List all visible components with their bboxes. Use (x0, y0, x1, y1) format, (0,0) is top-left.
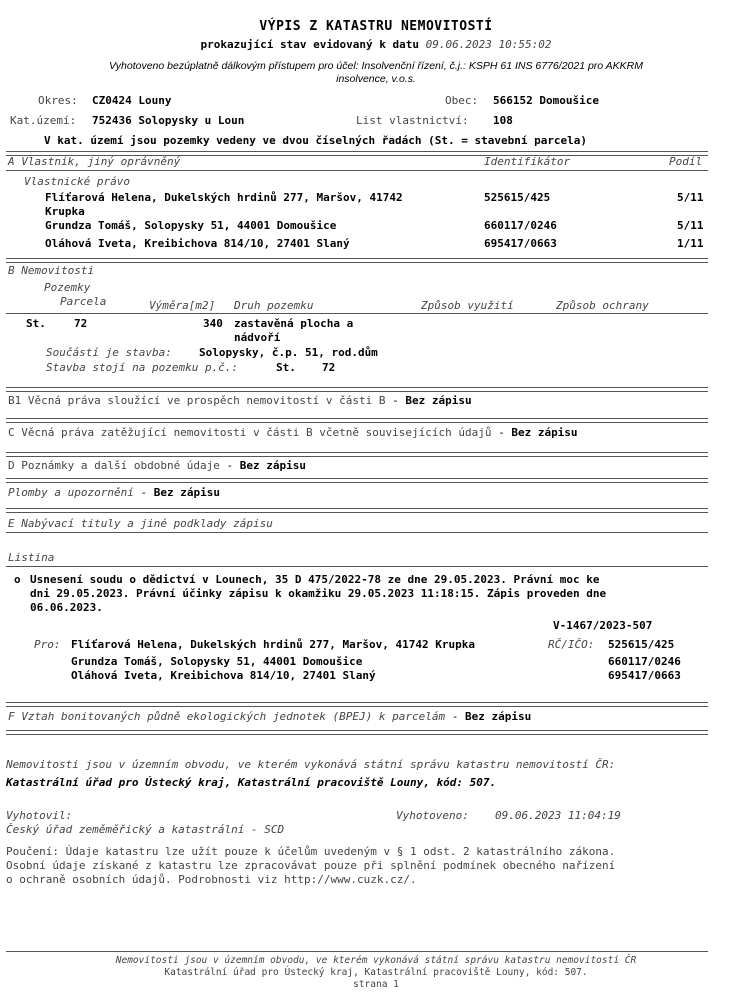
section-f-title: F Vztah bonitovaných půdně ekologických jednotek (BPEJ) k parcelám (8, 710, 446, 723)
plomby: Plomby a upozornění - Bez zápisu (8, 486, 220, 499)
section-b1: B1 Věcná práva sloužící ve prospěch nemovitostí v části B - Bez zápisu (8, 394, 472, 407)
divider (6, 532, 708, 533)
listina-ref: V-1467/2023-507 (553, 619, 653, 632)
divider (6, 951, 708, 952)
parcel-type: zastavěná plocha a (234, 317, 354, 330)
section-b-sub: Pozemky (44, 281, 91, 294)
person-3-name: Oláhová Iveta, Kreibichova 814/10, 27401 Slaný (71, 669, 376, 682)
owner-2-id: 660117/0246 (484, 219, 557, 232)
divider (6, 313, 708, 314)
parcel-prefix: St. (26, 317, 46, 330)
divider (6, 730, 708, 735)
section-b1-value: Bez zápisu (405, 394, 472, 407)
lv-value: 108 (493, 114, 513, 127)
stavba-label: Součástí je stavba: (46, 346, 172, 359)
divider (6, 508, 708, 513)
parcel-number: 72 (74, 317, 88, 330)
vyhotoveno-value: 09.06.2023 11:04:19 (495, 809, 621, 822)
person-2-name: Grundza Tomáš, Solopysky 51, 44001 Domoušice (71, 655, 363, 668)
stoji-prefix: St. (276, 361, 296, 374)
katuzemi-value: 752436 Solopysky u Loun (92, 114, 245, 127)
section-d-value: Bez zápisu (239, 459, 307, 472)
divider (6, 452, 708, 457)
section-b1-title: B1 Věcná práva sloužící ve prospěch nemovitostí v části B (8, 394, 386, 407)
rady-note: V kat. území jsou pozemky vedeny ve dvou číselných řadách (St. = stavební parcela) (44, 134, 588, 147)
okres-label: Okres: (38, 94, 78, 107)
stavba-value: Solopysky, č.p. 51, rod.dům (199, 346, 378, 359)
section-f-value: Bez zápisu (464, 710, 532, 723)
owner-1-share: 5/11 (677, 191, 704, 204)
col-vymera: Výměra[m2] (149, 299, 216, 312)
section-a-col-share: Podíl (669, 155, 703, 168)
page-footer-line2: Katastrální úřad pro Ústecký kraj, Katastrální pracoviště Louny, kód: 507. (164, 967, 588, 978)
col-ochrana: Způsob ochrany (556, 299, 649, 312)
purpose-note-line1: Vyhotoveno bezúplatně dálkovým přístupem pro účel: Insolvenční řízení, č.j.: KSPH 61 INS 6776/2021 pro AKKRM (108, 60, 644, 72)
urad-text: Katastrální úřad pro Ústecký kraj, Katastrální pracoviště Louny, kód: 507. (6, 776, 497, 789)
listina-text-1: Usnesení soudu o dědictví v Lounech, 35 D 475/2022-78 ze dne 29.05.2023. Právní moc ke (30, 573, 600, 586)
pouceni-line2: Osobní údaje získané z katastru lze zpracovávat pouze při splnění podmínek obecného nařízení (6, 859, 616, 872)
pouceni-line3: o ochraně osobních údajů. Podrobnosti viz http://www.cuzk.cz/. (6, 873, 417, 886)
owner-2-share: 5/11 (677, 219, 704, 232)
vyhotovil-value: Český úřad zeměměřický a katastrální - SCD (6, 823, 285, 836)
stoji-label: Stavba stojí na pozemku p.č.: (46, 361, 239, 374)
page-footer-line1: Nemovitosti jsou v územním obvodu, ve kterém vykonává státní správu katastru nemovitostí ČR (115, 955, 637, 966)
owner-1-name-cont: Krupka (45, 205, 85, 218)
section-a-sub: Vlastnické právo (24, 175, 130, 188)
col-druh: Druh pozemku (234, 299, 314, 312)
owner-3-id: 695417/0663 (484, 237, 557, 250)
owner-1-name: Flíťarová Helena, Dukelských hrdinů 277, Maršov, 41742 (45, 191, 403, 204)
divider (6, 418, 708, 423)
owner-3-share: 1/11 (677, 237, 704, 250)
document-title: VÝPIS Z KATASTRU NEMOVITOSTÍ (259, 19, 493, 34)
pro-label: Pro: (34, 638, 61, 651)
person-1-name: Flíťarová Helena, Dukelských hrdinů 277, Maršov, 41742 Krupka (71, 638, 475, 651)
listina-text-3: 06.06.2023. (30, 601, 103, 614)
owner-1-id: 525615/425 (484, 191, 551, 204)
divider (6, 387, 708, 392)
divider (6, 566, 708, 567)
obec-value: 566152 Domoušice (493, 94, 599, 107)
person-2-id: 660117/0246 (608, 655, 681, 668)
col-vyuziti: Způsob využití (421, 299, 514, 312)
section-b-title: B Nemovitosti (8, 264, 95, 277)
person-1-id: 525615/425 (608, 638, 675, 651)
page-number: strana 1 (353, 979, 399, 990)
stoji-value: 72 (322, 361, 336, 374)
section-d-title: D Poznámky a další obdobné údaje (8, 459, 220, 472)
section-a-title: A Vlastník, jiný oprávněný (8, 155, 181, 168)
col-parcela: Parcela (60, 295, 107, 308)
divider (6, 170, 708, 171)
obvod-text: Nemovitosti jsou v územním obvodu, ve kterém vykonává státní správu katastru nemovitostí ČR: (6, 758, 616, 771)
obec-label: Obec: (445, 94, 479, 107)
okres-value: CZ0424 Louny (92, 94, 172, 107)
person-3-id: 695417/0663 (608, 669, 681, 682)
section-c: C Věcná práva zatěžující nemovitosti v části B včetně souvisejících údajů - Bez zápisu (8, 426, 578, 439)
section-a-col-id: Identifikátor (484, 155, 571, 168)
pouceni-line1: Poučení: Údaje katastru lze užít pouze k účelům uvedeným v § 1 odst. 2 katastrálního zákona. (6, 845, 616, 858)
vyhotoveno-label: Vyhotoveno: (396, 809, 469, 822)
owner-2-name: Grundza Tomáš, Solopysky 51, 44001 Domoušice (45, 219, 337, 232)
section-c-title: C Věcná práva zatěžující nemovitosti v části B včetně souvisejících údajů (8, 426, 492, 439)
bullet: o (14, 573, 21, 586)
purpose-note-line2: insolvence, v.o.s. (336, 73, 416, 85)
section-f: F Vztah bonitovaných půdně ekologických jednotek (BPEJ) k parcelám - Bez zápisu (8, 710, 532, 723)
section-d: D Poznámky a další obdobné údaje - Bez zápisu (8, 459, 307, 472)
divider (6, 478, 708, 483)
subtitle-date: 09.06.2023 10:55:02 (425, 38, 552, 51)
katuzemi-label: Kat.území: (10, 114, 77, 127)
parcel-area: 340 (203, 317, 223, 330)
listina-label: Listina (8, 551, 55, 564)
owner-3-name: Oláhová Iveta, Kreibichova 814/10, 27401 Slaný (45, 237, 350, 250)
vyhotovil-label: Vyhotovil: (6, 809, 73, 822)
parcel-type-cont: nádvoří (234, 331, 281, 344)
plomby-title: Plomby a upozornění (8, 486, 134, 499)
subtitle-label: prokazující stav evidovaný k datu (200, 38, 420, 51)
section-c-value: Bez zápisu (511, 426, 578, 439)
rc-label: RČ/IČO: (548, 638, 595, 651)
divider (6, 258, 708, 263)
document-subtitle (0, 38, 752, 51)
divider (6, 702, 708, 707)
listina-text-2: dni 29.05.2023. Právní účinky zápisu k okamžiku 29.05.2023 11:18:15. Zápis proveden dne (30, 587, 607, 600)
lv-label: List vlastnictví: (356, 114, 469, 127)
section-e-title: E Nabývací tituly a jiné podklady zápisu (8, 517, 273, 530)
plomby-value: Bez zápisu (153, 486, 220, 499)
